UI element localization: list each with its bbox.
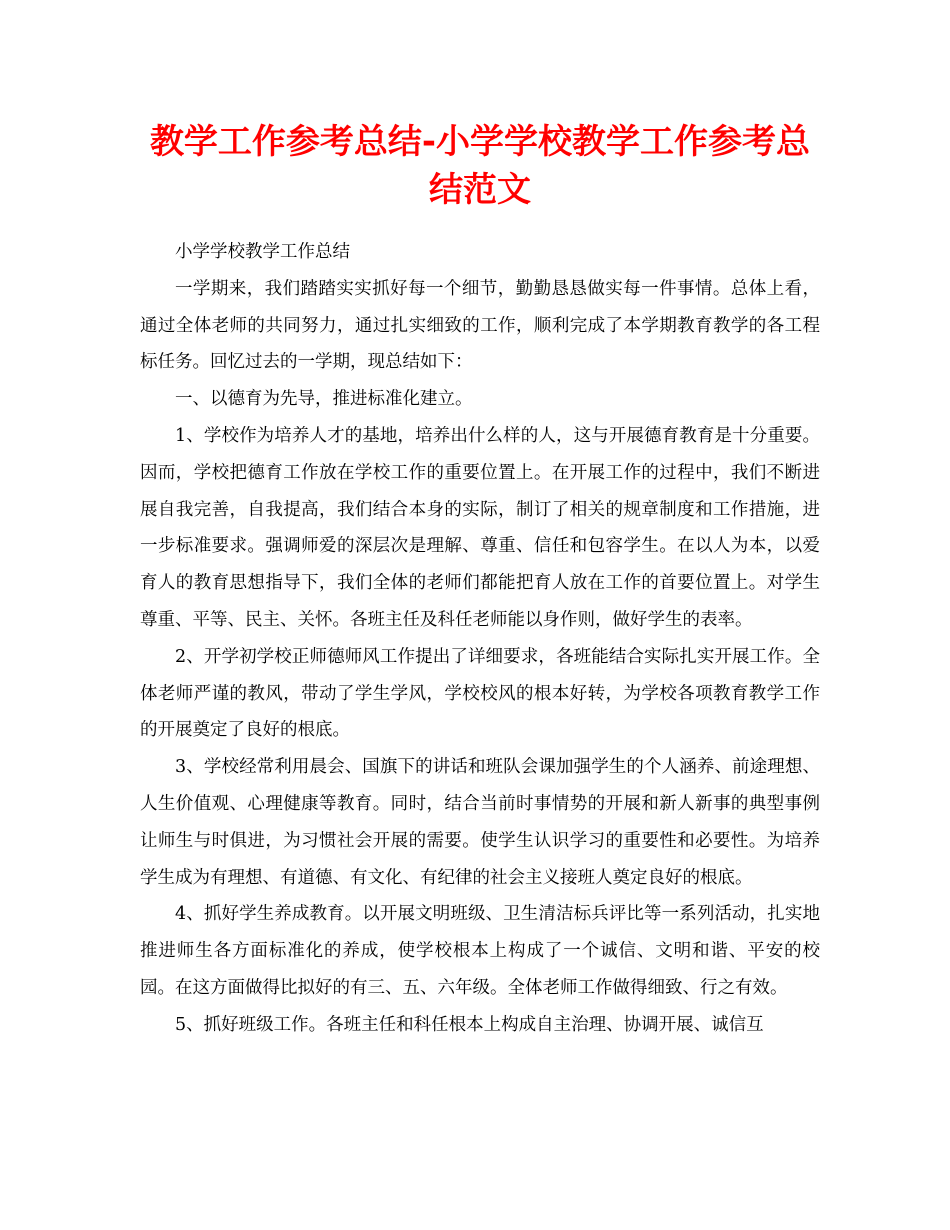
paragraph-item-1: 1、学校作为培养人才的基地，培养出什么样的人，这与开展德育教育是十分重要。因而，学校把德育工作放在学校工作的重要位置上。在开展工作的过程中，我们不断进展自我完善，自我提高，我们结合本身的实际，制订了相关的规章制度和工作措施，进一步标准要求。强调师爱的深层次是理解、尊重、信任和包容学生。在以人为本，以爱育人的教育思想指导下，我们全体的老师们都能把育人放在工作的首要位置上。对学生尊重、平等、民主、关怀。各班主任及科任老师能以身作则，做好学生的表率。 [140,425,820,630]
paragraph-item-2: 2、开学初学校正师德师风工作提出了详细要求，各班能结合实际扎实开展工作。全体老师严谨的教风，带动了学生学风，学校校风的根本好转，为学校各项教育教学工作的开展奠定了良好的根底。 [140,646,820,741]
paragraph-item-3: 3、学校经常利用晨会、国旗下的讲话和班队会课加强学生的个人涵养、前途理想、人生价值观、心理健康等教育。同时，结合当前时事情势的开展和新人新事的典型事例让师生与时俱进，为习惯社会开展的需要。使学生认识学习的重要性和必要性。为培养学生成为有理想、有道德、有文化、有纪律的社会主义接班人奠定良好的根底。 [140,757,820,888]
section-heading: 一、以德育为先导，推进标准化建立。 [175,389,473,410]
document-subtitle: 小学学校教学工作总结 [175,242,350,262]
paragraph-intro: 一学期来，我们踏踏实实抓好每一个细节，勤勤恳恳做实每一件事情。总体上看，通过全体老师的共同努力，通过扎实细致的工作，顺利完成了本学期教育教学的各工程标任务。回忆过去的一学期，现总结如下： [140,278,820,373]
paragraph-item-5: 5、抓好班级工作。各班主任和科任根本上构成自主治理、协调开展、诚信互 [175,1014,764,1035]
document-title: 教学工作参考总结-小学学校教学工作参考总结范文 [149,122,811,210]
paragraph-item-4: 4、抓好学生养成教育。以开展文明班级、卫生清洁标兵评比等一系列活动，扎实地推进师生各方面标准化的养成，使学校根本上构成了一个诚信、文明和谐、平安的校园。在这方面做得比拟好的有三、五、六年级。全体老师工作做得细致、行之有效。 [140,904,820,998]
document-body [140,234,820,1044]
